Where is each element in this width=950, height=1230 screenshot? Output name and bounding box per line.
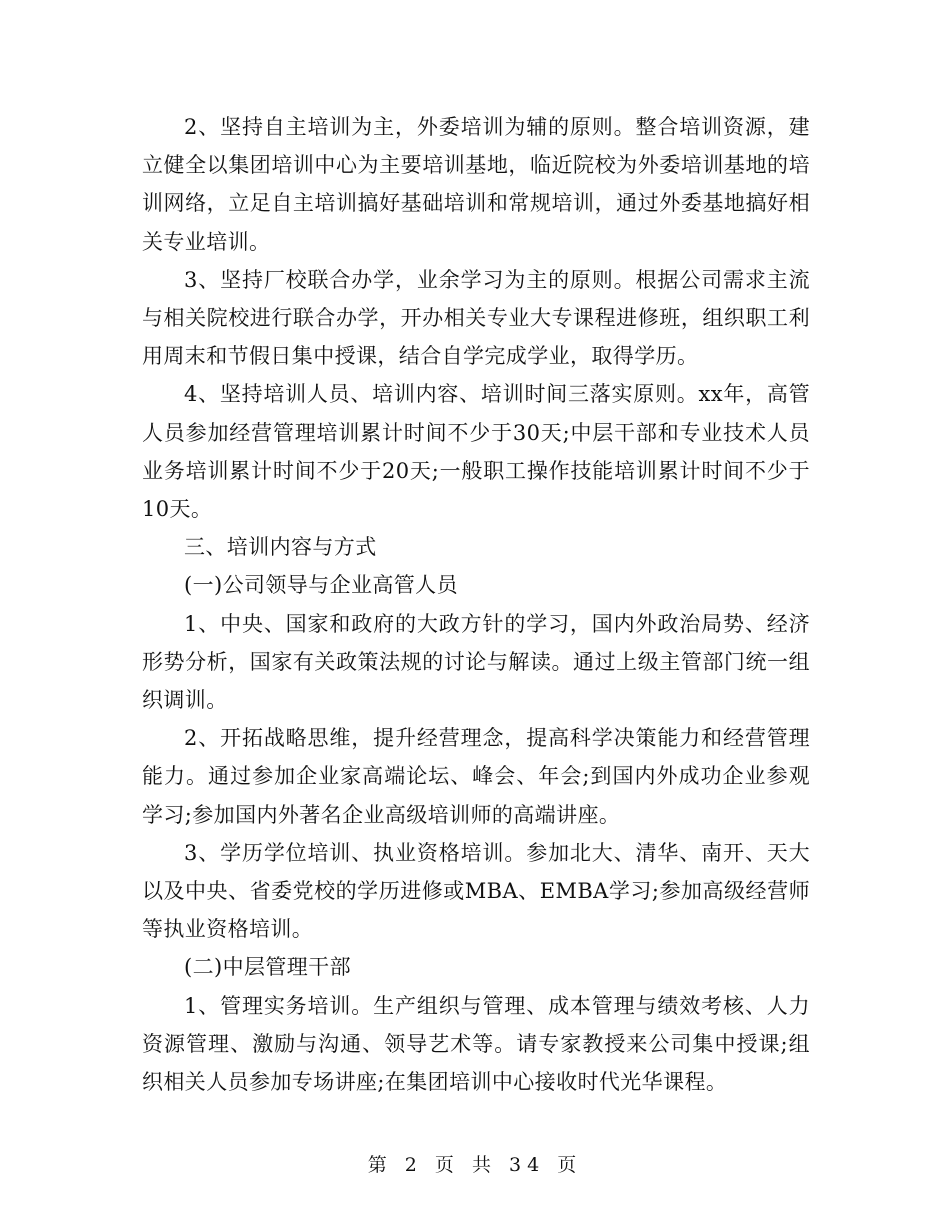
paragraph-middle-managers-1: 1、管理实务培训。生产组织与管理、成本管理与绩效考核、人力资源管理、激励与沟通、领导艺术等。请专家教授来公司集中授课;组织相关人员参加专场讲座;在集团培训中心接收时代光华课程。 bbox=[142, 993, 810, 1095]
document-body bbox=[142, 108, 810, 1101]
paragraph-executives-1: 1、中央、国家和政府的大政方针的学习，国内外政治局势、经济形势分析，国家有关政策法规的讨论与解读。通过上级主管部门统一组织调训。 bbox=[142, 611, 810, 713]
paragraph-principle-3: 3、坚持厂校联合办学，业余学习为主的原则。根据公司需求主流与相关院校进行联合办学，开办相关专业大专课程进修班，组织职工利用周末和节假日集中授课，结合自学完成学业，取得学历。 bbox=[142, 267, 810, 369]
paragraph-executives-3: 3、学历学位培训、执业资格培训。参加北大、清华、南开、天大以及中央、省委党校的学历进修或MBA、EMBA学习;参加高级经营师等执业资格培训。 bbox=[142, 840, 810, 942]
section-heading-training-content: 三、培训内容与方式 bbox=[184, 535, 377, 560]
paragraph-principle-4: 4、坚持培训人员、培训内容、培训时间三落实原则。xx年，高管人员参加经营管理培训累计时间不少于30天;中层干部和专业技术人员业务培训累计时间不少于20天;一般职工操作技能培训累计时间不少于10天。 bbox=[142, 382, 810, 522]
paragraph-principle-2: 2、坚持自主培训为主，外委培训为辅的原则。整合培训资源，建立健全以集团培训中心为主要培训基地，临近院校为外委培训基地的培训网络，立足自主培训搞好基础培训和常规培训，通过外委基地搞好相关专业培训。 bbox=[142, 115, 810, 254]
subsection-heading-executives: (一)公司领导与企业高管人员 bbox=[184, 573, 458, 598]
page-number-footer: 第 2 页 共 34 页 bbox=[367, 1154, 583, 1176]
paragraph-executives-2: 2、开拓战略思维，提升经营理念，提高科学决策能力和经营管理能力。通过参加企业家高端论坛、峰会、年会;到国内外成功企业参观学习;参加国内外著名企业高级培训师的高端讲座。 bbox=[142, 726, 810, 827]
subsection-heading-middle-managers: (二)中层管理干部 bbox=[184, 955, 351, 980]
